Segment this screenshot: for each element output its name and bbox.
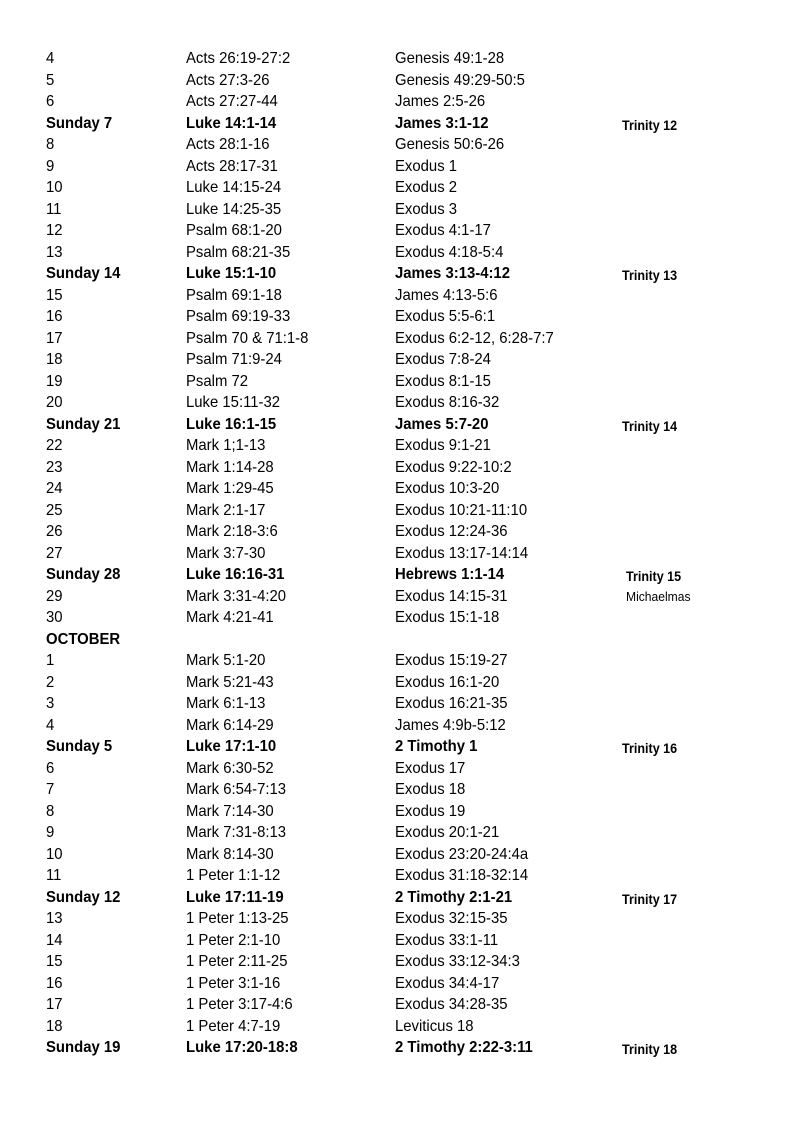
date-cell: Sunday 12 — [46, 888, 121, 906]
schedule-row — [0, 220, 800, 242]
date-cell: 26 — [46, 523, 63, 540]
first-reading-cell: Mark 1:29-45 — [186, 480, 274, 497]
second-reading-cell: Exodus 9:22-10:2 — [395, 458, 512, 476]
date-cell: 18 — [46, 1017, 63, 1035]
second-reading-cell: Exodus 15:19-27 — [395, 652, 508, 669]
second-reading-cell: Exodus 34:4-17 — [395, 974, 500, 992]
first-reading-cell: Luke 17:11-19 — [186, 888, 284, 906]
second-reading-cell: Exodus 15:1-18 — [395, 609, 500, 626]
schedule-row — [0, 199, 800, 221]
date-cell: 11 — [46, 200, 62, 218]
first-reading-cell: Mark 2:1-17 — [186, 501, 266, 519]
second-reading-cell: James 3:1-12 — [395, 114, 489, 132]
first-reading-cell: Mark 6:14-29 — [186, 716, 274, 734]
schedule-row — [0, 306, 800, 328]
second-reading-cell: Exodus 14:15-31 — [395, 587, 508, 605]
first-reading-cell: Luke 16:1-15 — [186, 415, 277, 433]
schedule-row — [0, 156, 800, 178]
schedule-row — [0, 392, 800, 414]
first-reading-cell: Psalm 68:21-35 — [186, 243, 291, 261]
liturgical-note: Trinity 13 — [622, 268, 678, 283]
second-reading-cell: Exodus 17 — [395, 759, 466, 777]
sunday-row — [0, 1037, 800, 1059]
second-reading-cell: Exodus 31:18-32:14 — [395, 867, 529, 884]
sunday-row — [0, 736, 800, 758]
date-cell: 4 — [46, 716, 55, 734]
second-reading-cell: Exodus 5:5-6:1 — [395, 308, 496, 325]
first-reading-cell: 1 Peter 1:1-12 — [186, 867, 281, 884]
second-reading-cell: Exodus 34:28-35 — [395, 996, 508, 1013]
first-reading-cell: Luke 15:11-32 — [186, 394, 281, 411]
second-reading-cell: Exodus 13:17-14:14 — [395, 544, 529, 562]
second-reading-cell: Genesis 49:1-28 — [395, 50, 505, 67]
second-reading-cell: Exodus 7:8-24 — [395, 351, 491, 368]
date-cell: 9 — [46, 824, 55, 841]
date-cell: 23 — [46, 458, 63, 476]
second-reading-cell: Exodus 9:1-21 — [395, 437, 491, 454]
first-reading-cell: Luke 16:16-31 — [186, 566, 285, 583]
date-cell: 11 — [46, 867, 62, 884]
second-reading-cell: James 4:9b-5:12 — [395, 716, 506, 734]
second-reading-cell: Exodus 8:16-32 — [395, 394, 500, 411]
first-reading-cell: Luke 17:1-10 — [186, 738, 277, 755]
sunday-row — [0, 887, 800, 909]
second-reading-cell: Exodus 33:1-11 — [395, 931, 499, 949]
sunday-row — [0, 113, 800, 135]
second-reading-cell: Exodus 32:15-35 — [395, 910, 508, 927]
first-reading-cell: 1 Peter 3:17-4:6 — [186, 996, 293, 1013]
second-reading-cell: Exodus 23:20-24:4a — [395, 845, 529, 863]
first-reading-cell: Mark 1:14-28 — [186, 458, 274, 476]
schedule-row — [0, 758, 800, 780]
date-cell: 1 — [46, 652, 55, 669]
schedule-row — [0, 328, 800, 350]
date-cell: 6 — [46, 759, 55, 777]
date-cell: 10 — [46, 179, 63, 196]
date-cell: 15 — [46, 286, 63, 304]
date-cell: 6 — [46, 93, 55, 110]
schedule-row — [0, 865, 800, 887]
date-cell: 7 — [46, 781, 55, 798]
second-reading-cell: Exodus 18 — [395, 781, 466, 798]
first-reading-cell: Psalm 70 & 71:1-8 — [186, 329, 309, 347]
date-cell: 25 — [46, 501, 63, 519]
date-cell: 20 — [46, 394, 63, 411]
first-reading-cell: Psalm 72 — [186, 372, 249, 390]
schedule-row — [0, 908, 800, 930]
second-reading-cell: Exodus 16:21-35 — [395, 695, 508, 712]
first-reading-cell: Acts 28:17-31 — [186, 157, 278, 175]
first-reading-cell: 1 Peter 2:11-25 — [186, 953, 288, 970]
first-reading-cell: 1 Peter 3:1-16 — [186, 974, 281, 992]
schedule-row — [0, 478, 800, 500]
schedule-row — [0, 650, 800, 672]
schedule-row — [0, 242, 800, 264]
first-reading-cell: Psalm 69:1-18 — [186, 286, 282, 304]
first-reading-cell: 1 Peter 1:13-25 — [186, 910, 289, 927]
date-cell: OCTOBER — [46, 630, 121, 648]
schedule-row — [0, 801, 800, 823]
second-reading-cell: Genesis 50:6-26 — [395, 136, 505, 153]
first-reading-cell: Mark 8:14-30 — [186, 845, 274, 863]
first-reading-cell: Psalm 68:1-20 — [186, 222, 282, 239]
schedule-row — [0, 371, 800, 393]
schedule-row — [0, 1016, 800, 1038]
first-reading-cell: Psalm 71:9-24 — [186, 351, 282, 368]
first-reading-cell: Mark 3:7-30 — [186, 544, 266, 562]
schedule-row — [0, 951, 800, 973]
month-heading — [0, 629, 800, 651]
first-reading-cell: Mark 3:31-4:20 — [186, 587, 287, 605]
liturgical-note: Trinity 15 — [626, 569, 682, 584]
date-cell: Sunday 28 — [46, 566, 121, 583]
schedule-row — [0, 844, 800, 866]
date-cell: 15 — [46, 953, 63, 970]
first-reading-cell: Acts 27:3-26 — [186, 71, 270, 89]
date-cell: 5 — [46, 71, 55, 89]
second-reading-cell: Exodus 4:1-17 — [395, 222, 491, 239]
date-cell: 14 — [46, 931, 63, 949]
schedule-row — [0, 134, 800, 156]
second-reading-cell: James 3:13-4:12 — [395, 265, 510, 282]
liturgical-note: Trinity 16 — [622, 741, 678, 756]
second-reading-cell: 2 Timothy 2:22-3:11 — [395, 1039, 533, 1056]
schedule-row — [0, 586, 800, 608]
date-cell: 13 — [46, 243, 63, 261]
second-reading-cell: Exodus 10:21-11:10 — [395, 501, 528, 519]
first-reading-cell: Luke 15:1-10 — [186, 265, 277, 282]
second-reading-cell: 2 Timothy 2:1-21 — [395, 888, 513, 906]
date-cell: Sunday 21 — [46, 415, 121, 433]
date-cell: 24 — [46, 480, 63, 497]
schedule-row — [0, 607, 800, 629]
date-cell: 17 — [46, 329, 63, 347]
liturgical-note: Trinity 17 — [622, 891, 678, 907]
date-cell: 17 — [46, 996, 63, 1013]
date-cell: 29 — [46, 587, 63, 605]
first-reading-cell: Mark 7:14-30 — [186, 802, 274, 820]
second-reading-cell: Exodus 19 — [395, 802, 466, 820]
second-reading-cell: Exodus 12:24-36 — [395, 523, 508, 540]
sunday-row — [0, 414, 800, 436]
schedule-row — [0, 973, 800, 995]
second-reading-cell: James 2:5-26 — [395, 93, 486, 110]
first-reading-cell: Mark 6:1-13 — [186, 695, 266, 712]
schedule-row — [0, 994, 800, 1016]
second-reading-cell: Exodus 2 — [395, 179, 458, 196]
schedule-row — [0, 48, 800, 70]
date-cell: 12 — [46, 222, 63, 239]
second-reading-cell: 2 Timothy 1 — [395, 738, 478, 755]
date-cell: 13 — [46, 910, 63, 927]
schedule-row — [0, 500, 800, 522]
date-cell: 8 — [46, 136, 55, 153]
date-cell: Sunday 5 — [46, 738, 113, 755]
second-reading-cell: Exodus 6:2-12, 6:28-7:7 — [395, 329, 554, 347]
second-reading-cell: Exodus 16:1-20 — [395, 673, 500, 691]
date-cell: 16 — [46, 308, 63, 325]
first-reading-cell: Mark 4:21-41 — [186, 609, 274, 626]
schedule-row — [0, 822, 800, 844]
date-cell: 22 — [46, 437, 63, 454]
first-reading-cell: Mark 5:1-20 — [186, 652, 266, 669]
date-cell: 18 — [46, 351, 63, 368]
date-cell: 16 — [46, 974, 63, 992]
date-cell: 2 — [46, 673, 55, 691]
schedule-row — [0, 543, 800, 565]
date-cell: 4 — [46, 50, 55, 67]
date-cell: 27 — [46, 544, 63, 562]
date-cell: Sunday 7 — [46, 114, 113, 132]
schedule-row — [0, 715, 800, 737]
first-reading-cell: 1 Peter 2:1-10 — [186, 931, 281, 949]
first-reading-cell: Mark 7:31-8:13 — [186, 824, 287, 841]
date-cell: 9 — [46, 157, 55, 175]
second-reading-cell: Leviticus 18 — [395, 1017, 474, 1035]
liturgical-note: Trinity 14 — [622, 418, 678, 434]
first-reading-cell: Mark 2:18-3:6 — [186, 523, 278, 540]
second-reading-cell: Exodus 10:3-20 — [395, 480, 500, 497]
first-reading-cell: Psalm 69:19-33 — [186, 308, 291, 325]
first-reading-cell: 1 Peter 4:7-19 — [186, 1017, 281, 1035]
second-reading-cell: Exodus 20:1-21 — [395, 824, 500, 841]
date-cell: 19 — [46, 372, 63, 390]
second-reading-cell: James 5:7-20 — [395, 415, 489, 433]
schedule-row — [0, 693, 800, 715]
schedule-row — [0, 672, 800, 694]
sunday-row — [0, 564, 800, 586]
first-reading-cell: Mark 5:21-43 — [186, 673, 274, 691]
first-reading-cell: Acts 28:1-16 — [186, 136, 270, 153]
first-reading-cell: Luke 14:25-35 — [186, 200, 282, 218]
date-cell: 10 — [46, 845, 63, 863]
first-reading-cell: Luke 17:20-18:8 — [186, 1039, 298, 1056]
schedule-row — [0, 70, 800, 92]
second-reading-cell: Genesis 49:29-50:5 — [395, 71, 525, 89]
schedule-row — [0, 91, 800, 113]
second-reading-cell: James 4:13-5:6 — [395, 286, 498, 304]
schedule-row — [0, 779, 800, 801]
date-cell: Sunday 19 — [46, 1039, 121, 1056]
second-reading-cell: Hebrews 1:1-14 — [395, 566, 505, 583]
reading-schedule — [0, 48, 800, 1059]
second-reading-cell: Exodus 8:1-15 — [395, 372, 491, 390]
schedule-row — [0, 435, 800, 457]
first-reading-cell: Mark 6:54-7:13 — [186, 781, 287, 798]
schedule-row — [0, 521, 800, 543]
schedule-row — [0, 457, 800, 479]
second-reading-cell: Exodus 3 — [395, 200, 458, 218]
second-reading-cell: Exodus 33:12-34:3 — [395, 953, 520, 970]
first-reading-cell: Luke 14:1-14 — [186, 114, 277, 132]
second-reading-cell: Exodus 1 — [395, 157, 458, 175]
liturgical-note: Trinity 12 — [622, 117, 678, 133]
first-reading-cell: Mark 1;1-13 — [186, 437, 266, 454]
date-cell: Sunday 14 — [46, 265, 121, 282]
first-reading-cell: Acts 26:19-27:2 — [186, 50, 291, 67]
schedule-row — [0, 177, 800, 199]
schedule-row — [0, 285, 800, 307]
date-cell: 8 — [46, 802, 55, 820]
schedule-row — [0, 349, 800, 371]
date-cell: 30 — [46, 609, 63, 626]
first-reading-cell: Mark 6:30-52 — [186, 759, 274, 777]
second-reading-cell: Exodus 4:18-5:4 — [395, 243, 504, 261]
liturgical-note: Trinity 18 — [622, 1042, 678, 1057]
sunday-row — [0, 263, 800, 285]
schedule-row — [0, 930, 800, 952]
date-cell: 3 — [46, 695, 55, 712]
liturgical-note: Michaelmas — [626, 588, 691, 604]
first-reading-cell: Luke 14:15-24 — [186, 179, 282, 196]
first-reading-cell: Acts 27:27-44 — [186, 93, 278, 110]
